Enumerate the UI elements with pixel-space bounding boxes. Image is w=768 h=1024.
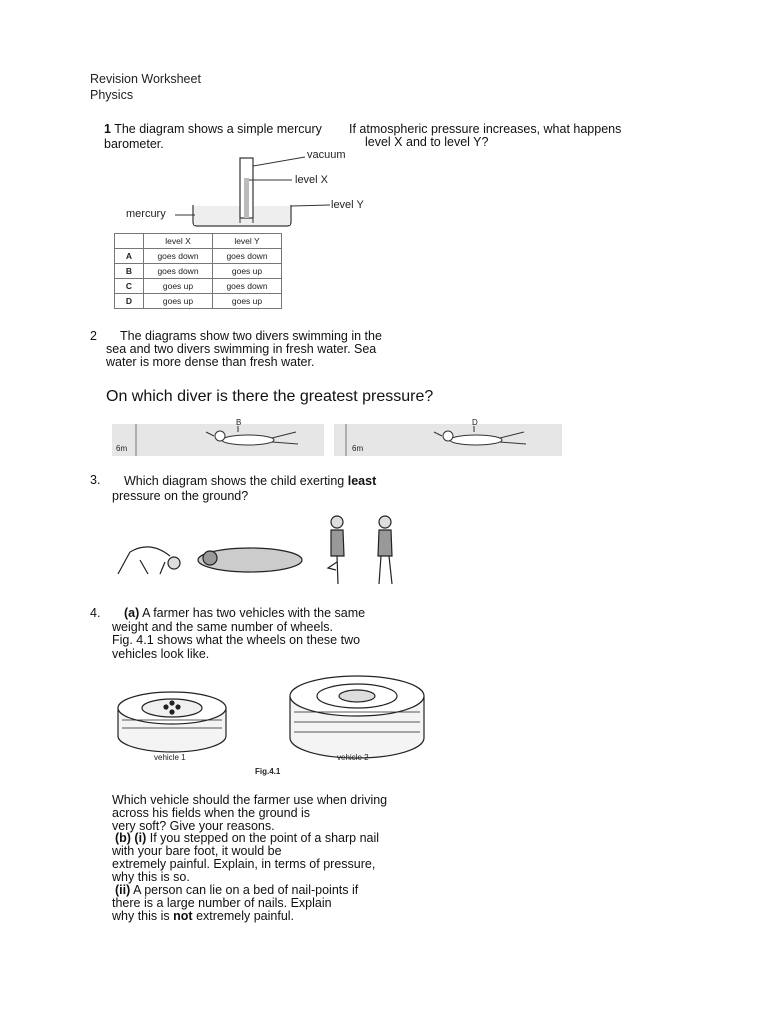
q1-number: 1 <box>104 122 111 136</box>
q3-number: 3. <box>90 473 101 487</box>
vehicle2-label: vehicle 2 <box>337 753 369 762</box>
q4b-line1: (b) (i) If you stepped on the point of a sharp nail <box>115 831 380 845</box>
q4-q-line1: Which vehicle should the farmer use when driving <box>112 793 388 807</box>
table-row: B goes down goes up <box>115 264 282 279</box>
q4b-ii-line3: why this is not extremely painful. <box>112 909 295 923</box>
level-x-label: level X <box>295 174 329 186</box>
q4-q-line2: across his fields when the ground is <box>112 806 311 820</box>
q4-line3: Fig. 4.1 shows what the wheels on these two <box>112 633 361 647</box>
table-header-row: level X level Y <box>115 234 282 249</box>
q1-text-a: The diagram shows a simple mercury <box>114 122 322 136</box>
q4-q-line3: very soft? Give your reasons. <box>112 819 275 833</box>
depth-label-right: 6m <box>352 444 364 453</box>
q4b-ii-line2: there is a large number of nails. Explain <box>112 896 332 910</box>
q3-line1: Which diagram shows the child exerting least <box>124 474 377 488</box>
figure-caption: Fig.4.1 <box>255 767 281 776</box>
q4b-line3: extremely painful. Explain, in terms of pressure, <box>112 857 376 871</box>
table-row: D goes up goes up <box>115 294 282 309</box>
q1-text-b: barometer. <box>104 137 164 151</box>
table-row: C goes up goes down <box>115 279 282 294</box>
q4-line1: (a) A farmer has two vehicles with the same <box>124 606 366 620</box>
q2-line3: water is more dense than fresh water. <box>106 355 315 369</box>
diver-marker-b: B <box>236 418 242 427</box>
q4-line4: vehicles look like. <box>112 647 210 661</box>
q2-question: On which diver is there the greatest pressure? <box>106 388 434 405</box>
q3-line2: pressure on the ground? <box>112 489 249 503</box>
table-row: A goes down goes down <box>115 249 282 264</box>
depth-label-left: 6m <box>116 444 128 453</box>
vacuum-label: vacuum <box>307 149 346 161</box>
q2-line2: sea and two divers swimming in fresh water. Sea <box>106 342 377 356</box>
q4b-line4: why this is so. <box>112 870 190 884</box>
q1-question-a: If atmospheric pressure increases, what happens <box>349 122 622 136</box>
worksheet-title: Revision Worksheet <box>90 72 201 86</box>
q1-question-b: level X and to level Y? <box>365 135 489 149</box>
level-y-label: level Y <box>331 199 364 211</box>
mercury-label: mercury <box>126 208 166 220</box>
q4b-ii-line1: (ii) A person can lie on a bed of nail-points if <box>115 883 359 897</box>
q2-number: 2 <box>90 329 97 343</box>
q4b-line2: with your bare foot, it would be <box>112 844 282 858</box>
q4-number: 4. <box>90 606 101 620</box>
subject-title: Physics <box>90 88 134 102</box>
q4-line2: weight and the same number of wheels. <box>112 620 333 634</box>
vehicle1-label: vehicle 1 <box>154 753 186 762</box>
diver-marker-d: D <box>472 418 478 427</box>
q2-line1: The diagrams show two divers swimming in the <box>120 329 382 343</box>
